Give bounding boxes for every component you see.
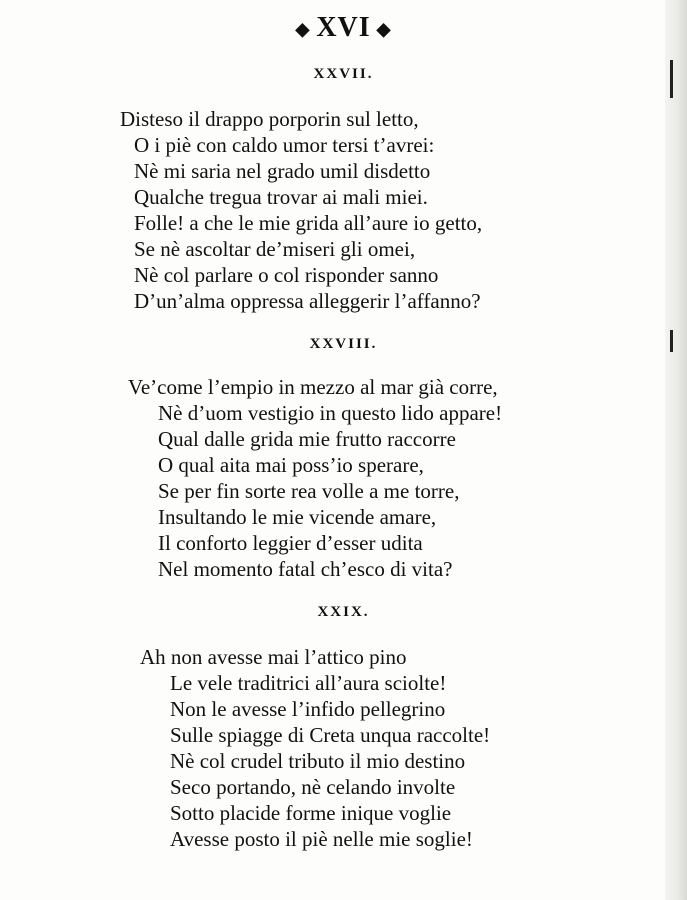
verse-line: Non le avesse l’infido pellegrino bbox=[170, 697, 446, 721]
verse-line: Il conforto leggier d’esser udita bbox=[158, 531, 423, 555]
verse-line: Seco portando, nè celando involte bbox=[170, 775, 456, 799]
page-header bbox=[0, 12, 687, 44]
verse-line: Disteso il drappo porporin sul letto, bbox=[120, 107, 419, 131]
verse-line: Nè mi saria nel grado umil disdetto bbox=[134, 159, 431, 183]
verse-line: Qual dalle grida mie frutto raccorre bbox=[158, 427, 456, 451]
verse-line: Ah non avesse mai l’attico pino bbox=[140, 645, 407, 669]
stanza-xxviii bbox=[128, 374, 502, 582]
stanza-number: XXIX. bbox=[317, 604, 370, 620]
verse-line: Sulle spiagge di Creta unqua raccolte! bbox=[170, 723, 491, 747]
verse-line: Nè col crudel tributo il mio destino bbox=[170, 749, 466, 773]
left-ornament-icon: ◆ bbox=[295, 19, 311, 40]
page-number: XVI bbox=[316, 12, 371, 43]
verse-line: Ve’come l’empio in mezzo al mar già corre, bbox=[128, 375, 498, 399]
verse-line: Sotto placide forme inique voglie bbox=[170, 801, 452, 825]
verse-line: Nè col parlare o col risponder sanno bbox=[134, 263, 439, 287]
verse-line: Nè d’uom vestigio in questo lido appare! bbox=[158, 401, 503, 425]
verse-line: O qual aita mai poss’io sperare, bbox=[158, 453, 424, 477]
verse-line: Se nè ascoltar de’miseri gli omei, bbox=[134, 237, 416, 261]
verse-line: Qualche tregua trovar ai mali miei. bbox=[134, 185, 428, 209]
verse-line: Le vele traditrici all’aura sciolte! bbox=[170, 671, 447, 695]
stanza-xxvii bbox=[120, 106, 482, 314]
verse-line: Avesse posto il piè nelle mie soglie! bbox=[170, 827, 473, 851]
page-edge-shadow bbox=[665, 0, 687, 900]
verse-line: D’un’alma oppressa alleggerir l’affanno? bbox=[134, 289, 481, 313]
verse-line: Insultando le mie vicende amare, bbox=[158, 505, 437, 529]
stanza-number: XXVII. bbox=[313, 66, 374, 82]
verse-line: Se per fin sorte rea volle a me torre, bbox=[158, 479, 460, 503]
verse-line: O i piè con caldo umor tersi t’avrei: bbox=[134, 133, 435, 157]
right-ornament-icon: ◆ bbox=[376, 19, 392, 40]
verse-line: Nel momento fatal ch’esco di vita? bbox=[158, 557, 453, 581]
stanza-xxix bbox=[140, 644, 490, 852]
verse-line: Folle! a che le mie grida all’aure io getto, bbox=[134, 211, 483, 235]
stanza-number: XXVIII. bbox=[309, 336, 378, 352]
